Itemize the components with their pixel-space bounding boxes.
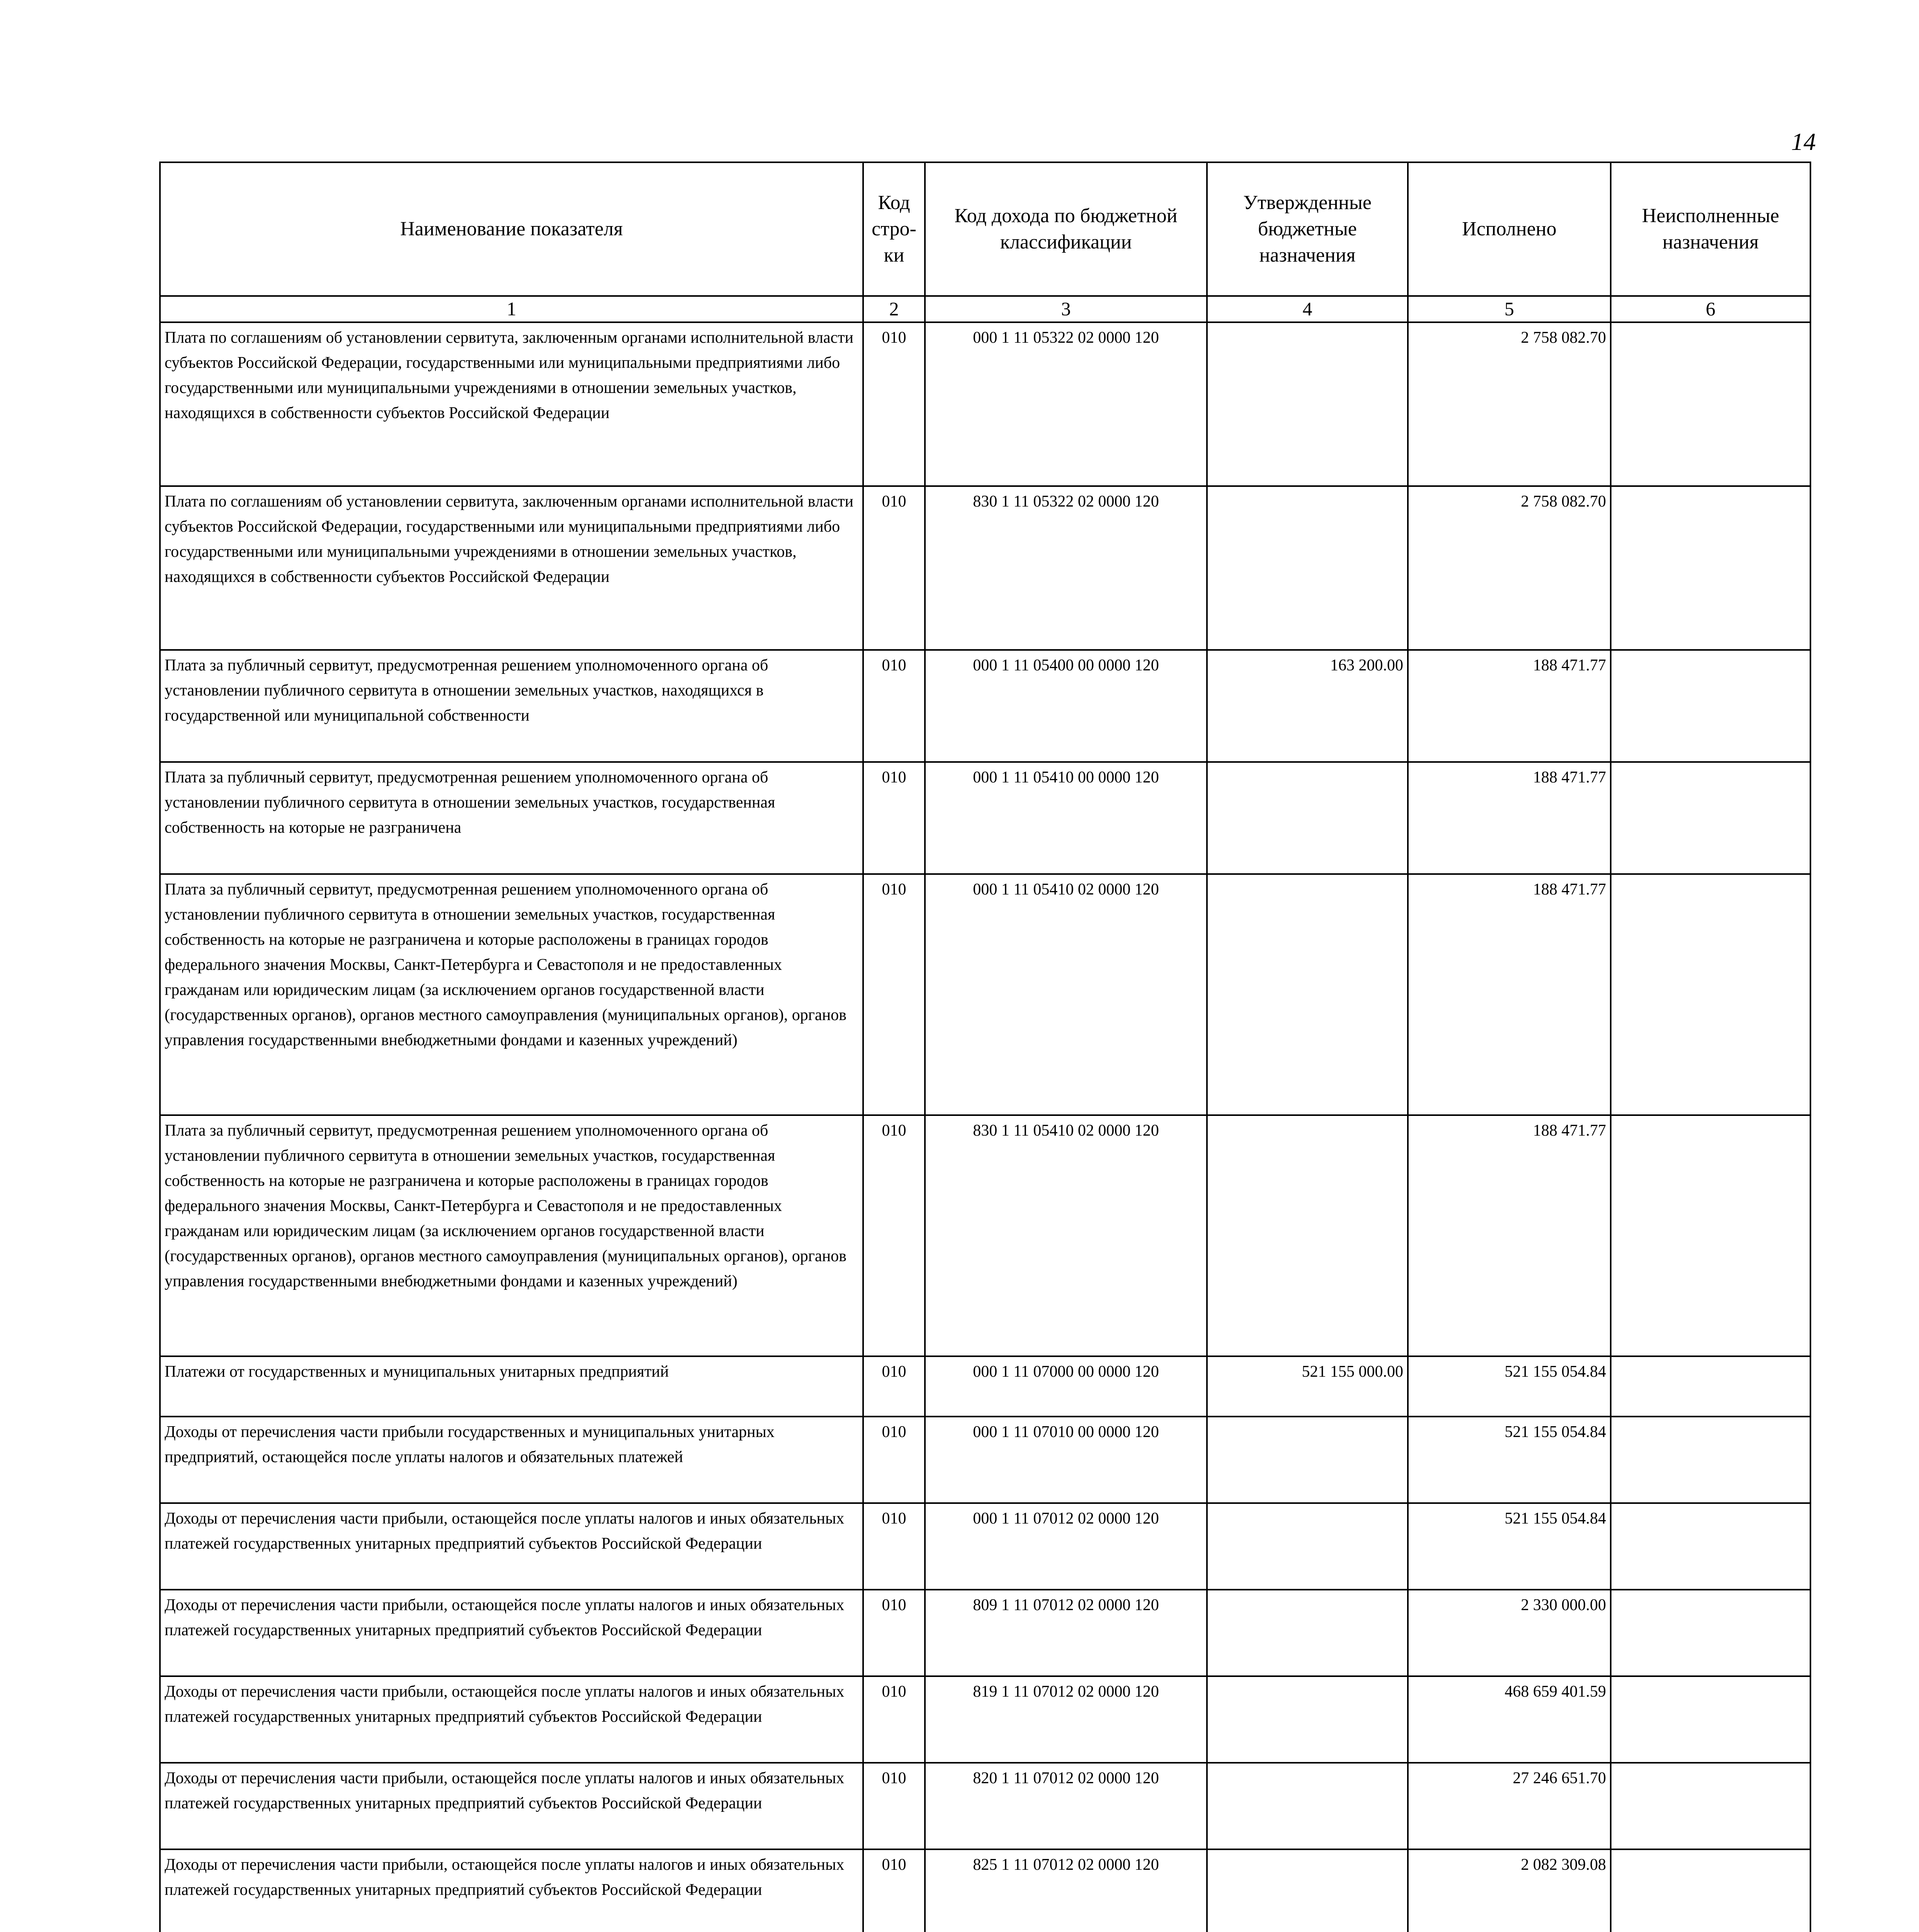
row-line: 010 (863, 762, 925, 874)
table-row (160, 486, 1810, 650)
row-name: Доходы от перечисления части прибыли, остающейся после уплаты налогов и иных обязательных платежей государственных унитарных предприятий субъектов Российской Федерации (160, 1849, 863, 1932)
row-unexecuted (1611, 1590, 1810, 1676)
table-header-row (160, 162, 1810, 296)
row-unexecuted (1611, 486, 1810, 650)
row-code: 000 1 11 05410 02 0000 120 (925, 874, 1207, 1115)
row-line: 010 (863, 322, 925, 486)
row-executed: 27 246 651.70 (1408, 1763, 1611, 1849)
row-code: 000 1 11 07012 02 0000 120 (925, 1503, 1207, 1590)
row-name: Плата за публичный сервитут, предусмотренная решением уполномоченного органа об установлении публичного сервитута в отношении земельных участков, находящихся в государственной или муниципальной собственности (160, 650, 863, 762)
row-code: 819 1 11 07012 02 0000 120 (925, 1676, 1207, 1763)
row-approved (1207, 762, 1408, 874)
row-approved (1207, 1590, 1408, 1676)
row-code: 000 1 11 05400 00 0000 120 (925, 650, 1207, 762)
row-code: 000 1 11 07010 00 0000 120 (925, 1417, 1207, 1503)
table-row (160, 1676, 1810, 1763)
row-line: 010 (863, 874, 925, 1115)
row-code: 830 1 11 05322 02 0000 120 (925, 486, 1207, 650)
table-row (160, 650, 1810, 762)
row-unexecuted (1611, 1503, 1810, 1590)
header-approved: Утвержденные бюджетные назначения (1207, 162, 1408, 296)
row-approved (1207, 322, 1408, 486)
table-row (160, 1417, 1810, 1503)
column-number: 5 (1408, 296, 1611, 322)
row-code: 000 1 11 05410 00 0000 120 (925, 762, 1207, 874)
row-unexecuted (1611, 874, 1810, 1115)
row-approved (1207, 874, 1408, 1115)
table-row (160, 322, 1810, 486)
row-executed: 2 758 082.70 (1408, 486, 1611, 650)
row-code: 830 1 11 05410 02 0000 120 (925, 1115, 1207, 1356)
row-executed: 2 330 000.00 (1408, 1590, 1611, 1676)
row-line: 010 (863, 1763, 925, 1849)
row-approved (1207, 1503, 1408, 1590)
table-row (160, 874, 1810, 1115)
row-name: Платежи от государственных и муниципальных унитарных предприятий (160, 1356, 863, 1417)
row-executed: 2 758 082.70 (1408, 322, 1611, 486)
row-unexecuted (1611, 1676, 1810, 1763)
row-approved (1207, 1115, 1408, 1356)
row-unexecuted (1611, 762, 1810, 874)
row-line: 010 (863, 650, 925, 762)
page-number: 14 (1791, 128, 1816, 155)
table-row (160, 1763, 1810, 1849)
table-row (160, 762, 1810, 874)
table-row (160, 1115, 1810, 1356)
row-code: 820 1 11 07012 02 0000 120 (925, 1763, 1207, 1849)
row-name: Доходы от перечисления части прибыли, остающейся после уплаты налогов и иных обязательных платежей государственных унитарных предприятий субъектов Российской Федерации (160, 1503, 863, 1590)
header-name: Наименование показателя (160, 162, 863, 296)
row-name: Доходы от перечисления части прибыли, остающейся после уплаты налогов и иных обязательных платежей государственных унитарных предприятий субъектов Российской Федерации (160, 1676, 863, 1763)
row-executed: 521 155 054.84 (1408, 1417, 1611, 1503)
row-line: 010 (863, 1503, 925, 1590)
row-unexecuted (1611, 1356, 1810, 1417)
row-approved (1207, 1849, 1408, 1932)
row-approved (1207, 1676, 1408, 1763)
row-approved (1207, 1763, 1408, 1849)
row-line: 010 (863, 1356, 925, 1417)
row-executed: 521 155 054.84 (1408, 1503, 1611, 1590)
header-executed: Исполнено (1408, 162, 1611, 296)
row-approved (1207, 486, 1408, 650)
row-name: Доходы от перечисления части прибыли, остающейся после уплаты налогов и иных обязательных платежей государственных унитарных предприятий субъектов Российской Федерации (160, 1590, 863, 1676)
row-unexecuted (1611, 1417, 1810, 1503)
row-executed: 188 471.77 (1408, 1115, 1611, 1356)
table-row (160, 1590, 1810, 1676)
column-number: 3 (925, 296, 1207, 322)
column-number: 6 (1611, 296, 1810, 322)
table-row (160, 1356, 1810, 1417)
row-approved: 521 155 000.00 (1207, 1356, 1408, 1417)
table-row (160, 1503, 1810, 1590)
row-line: 010 (863, 1676, 925, 1763)
table-row (160, 1849, 1810, 1932)
row-name: Плата за публичный сервитут, предусмотренная решением уполномоченного органа об установлении публичного сервитута в отношении земельных участков, государственная собственность на которые не разграничена и которые расположены в границах городов федерального значения Москвы, Санкт-Петербурга и Севастополя и не предоставленных гражданам или юридическим лицам (за исключением органов государственной власти (государственных органов), органов местного самоуправления (муниципальных органов), органов управления государственными внебюджетными фондами и казенных учреждений) (160, 874, 863, 1115)
row-approved (1207, 1417, 1408, 1503)
row-line: 010 (863, 1849, 925, 1932)
row-executed: 521 155 054.84 (1408, 1356, 1611, 1417)
row-executed: 188 471.77 (1408, 874, 1611, 1115)
header-unexecuted: Неисполненные назначения (1611, 162, 1810, 296)
header-line-code: Код стро-ки (863, 162, 925, 296)
column-number: 2 (863, 296, 925, 322)
row-unexecuted (1611, 322, 1810, 486)
column-number: 1 (160, 296, 863, 322)
row-name: Плата за публичный сервитут, предусмотренная решением уполномоченного органа об установлении публичного сервитута в отношении земельных участков, государственная собственность на которые не разграничена и которые расположены в границах городов федерального значения Москвы, Санкт-Петербурга и Севастополя и не предоставленных гражданам или юридическим лицам (за исключением органов государственной власти (государственных органов), органов местного самоуправления (муниципальных органов), органов управления государственными внебюджетными фондами и казенных учреждений) (160, 1115, 863, 1356)
row-executed: 188 471.77 (1408, 650, 1611, 762)
row-name: Плата по соглашениям об установлении сервитута, заключенным органами исполнительной власти субъектов Российской Федерации, государственными или муниципальными предприятиями либо государственными или муниципальными учреждениями в отношении земельных участков, находящихся в собственности субъектов Российской Федерации (160, 486, 863, 650)
header-revenue-code: Код дохода по бюджетной классификации (925, 162, 1207, 296)
row-name: Плата по соглашениям об установлении сервитута, заключенным органами исполнительной власти субъектов Российской Федерации, государственными или муниципальными предприятиями либо государственными или муниципальными учреждениями в отношении земельных участков, находящихся в собственности субъектов Российской Федерации (160, 322, 863, 486)
row-approved: 163 200.00 (1207, 650, 1408, 762)
row-code: 000 1 11 05322 02 0000 120 (925, 322, 1207, 486)
row-line: 010 (863, 1417, 925, 1503)
row-name: Доходы от перечисления части прибыли, остающейся после уплаты налогов и иных обязательных платежей государственных унитарных предприятий субъектов Российской Федерации (160, 1763, 863, 1849)
row-executed: 188 471.77 (1408, 762, 1611, 874)
row-unexecuted (1611, 650, 1810, 762)
row-name: Доходы от перечисления части прибыли государственных и муниципальных унитарных предприятий, остающейся после уплаты налогов и обязательных платежей (160, 1417, 863, 1503)
column-numbers-row (160, 296, 1810, 322)
row-executed: 468 659 401.59 (1408, 1676, 1611, 1763)
row-line: 010 (863, 1115, 925, 1356)
row-unexecuted (1611, 1849, 1810, 1932)
row-code: 809 1 11 07012 02 0000 120 (925, 1590, 1207, 1676)
row-name: Плата за публичный сервитут, предусмотренная решением уполномоченного органа об установлении публичного сервитута в отношении земельных участков, государственная собственность на которые не разграничена (160, 762, 863, 874)
revenue-table (159, 162, 1811, 1932)
row-line: 010 (863, 486, 925, 650)
row-code: 825 1 11 07012 02 0000 120 (925, 1849, 1207, 1932)
row-line: 010 (863, 1590, 925, 1676)
row-executed: 2 082 309.08 (1408, 1849, 1611, 1932)
row-unexecuted (1611, 1115, 1810, 1356)
column-number: 4 (1207, 296, 1408, 322)
row-unexecuted (1611, 1763, 1810, 1849)
row-code: 000 1 11 07000 00 0000 120 (925, 1356, 1207, 1417)
